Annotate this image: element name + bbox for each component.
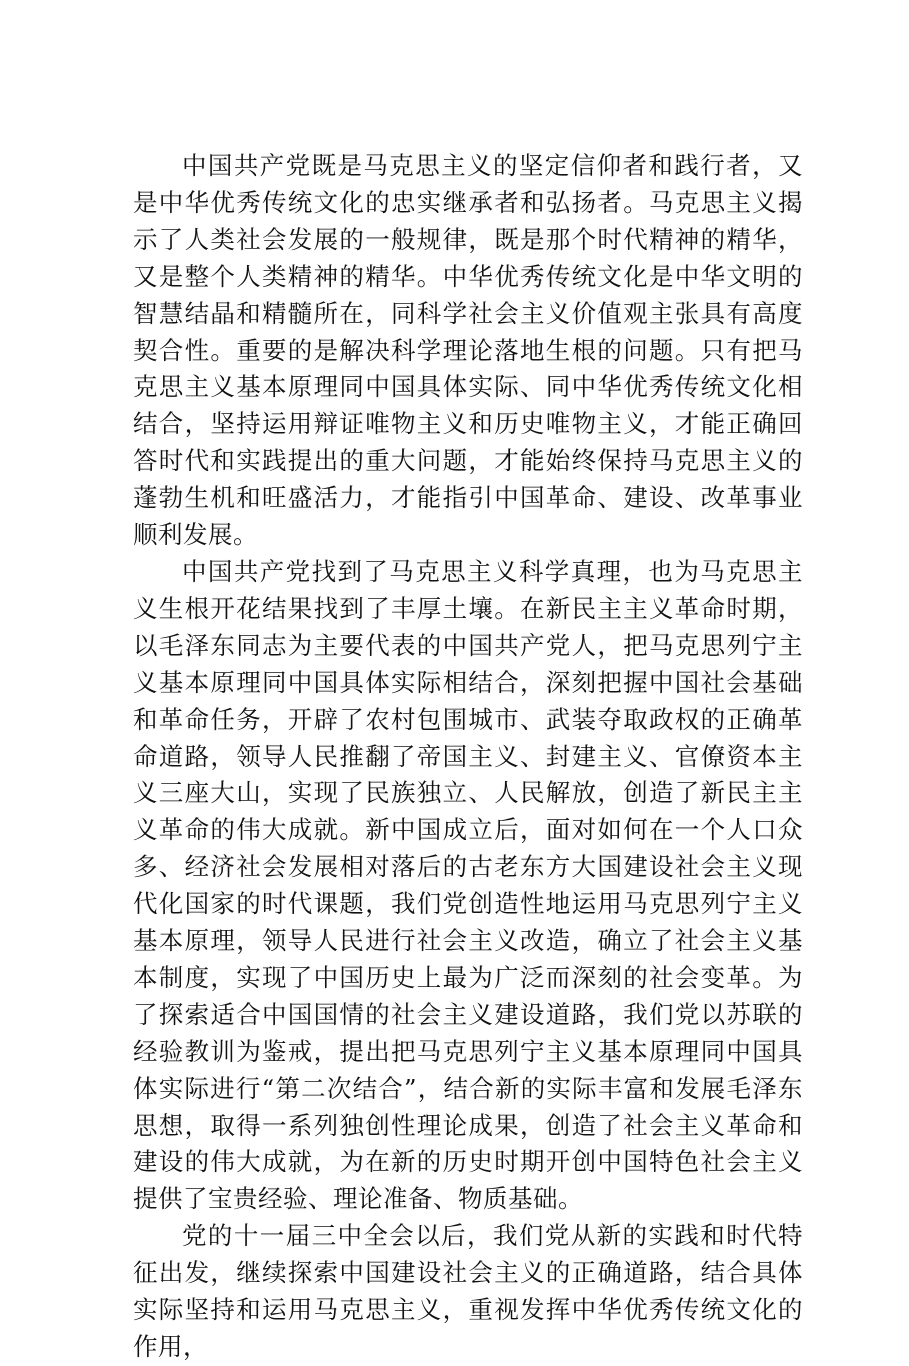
paragraph-3: 党的十一届三中全会以后，我们党从新的实践和时代特征出发，继续探索中国建设社会主义的正确道路，结合具体实际坚持和运用马克思主义，重视发挥中华优秀传统文化的作用， [133, 1221, 803, 1361]
paragraph-2: 中国共产党找到了马克思主义科学真理，也为马克思主义生根开花结果找到了丰厚土壤。在新民主主义革命时期，以毛泽东同志为主要代表的中国共产党人，把马克思列宁主义基本原理同中国具体实际相结合，深刻把握中国社会基础和革命任务，开辟了农村包围城市、武装夺取政权的正确革命道路，领导人民推翻了帝国主义、封建主义、官僚资本主义三座大山，实现了民族独立、人民解放，创造了新民主主义革命的伟大成就。新中国成立后，面对如何在一个人口众多、经济社会发展相对落后的古老东方大国建设社会主义现代化国家的时代课题，我们党创造性地运用马克思列宁主义基本原理，领导人民进行社会主义改造，确立了社会主义基本制度，实现了中国历史上最为广泛而深刻的社会变革。为了探索适合中国国情的社会主义建设道路，我们党以苏联的经验教训为鉴戒，提出把马克思列宁主义基本原理同中国具体实际进行“第二次结合”，结合新的实际丰富和发展毛泽东思想，取得一系列独创性理论成果，创造了社会主义革命和建设的伟大成就，为在新的历史时期开创中国特色社会主义提供了宝贵经验、理论准备、物质基础。 [133, 556, 803, 1214]
document-page [133, 148, 803, 1366]
paragraph-1: 中国共产党既是马克思主义的坚定信仰者和践行者，又是中华优秀传统文化的忠实继承者和弘扬者。马克思主义揭示了人类社会发展的一般规律，既是那个时代精神的精华，又是整个人类精神的精华。中华优秀传统文化是中华文明的智慧结晶和精髓所在，同科学社会主义价值观主张具有高度契合性。重要的是解决科学理论落地生根的问题。只有把马克思主义基本原理同中国具体实际、同中华优秀传统文化相结合，坚持运用辩证唯物主义和历史唯物主义，才能正确回答时代和实践提出的重大问题，才能始终保持马克思主义的蓬勃生机和旺盛活力，才能指引中国革命、建设、改革事业顺利发展。 [133, 151, 803, 550]
